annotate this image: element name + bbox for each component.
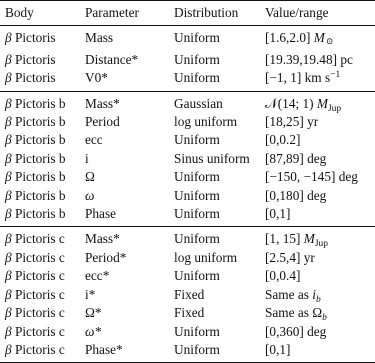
body-symbol: β	[5, 169, 12, 185]
value-text: [−1, 1] km s	[265, 70, 331, 86]
cell-parameter: Ω	[85, 169, 95, 185]
cell-value-range	[265, 249, 375, 267]
cell-parameter: i*	[85, 286, 96, 302]
cell-parameter: ecc*	[85, 268, 110, 284]
cell-body	[0, 249, 85, 267]
cell-distribution: Uniform	[174, 227, 265, 249]
body-symbol: β	[5, 323, 12, 339]
body-symbol: β	[5, 341, 12, 357]
body-symbol: β	[5, 305, 12, 321]
cell-distribution: Uniform	[174, 169, 220, 185]
body-symbol: β	[5, 132, 12, 148]
cell-value-range	[265, 113, 375, 131]
cell-body	[0, 205, 85, 227]
value-text: 𝒩(14; 1)	[265, 95, 317, 111]
header-distribution: Distribution	[174, 1, 265, 26]
cell-body	[0, 267, 85, 285]
cell-value-range	[265, 51, 375, 69]
body-symbol: β	[5, 187, 12, 203]
value-text: [18,25] yr	[265, 114, 319, 130]
body-symbol: β	[5, 114, 12, 130]
cell-body	[0, 187, 85, 205]
cell-distribution: Uniform	[174, 268, 220, 284]
body-name: Pictoris c	[11, 268, 65, 284]
header-body: Body	[0, 1, 85, 26]
header-parameter: Parameter	[85, 1, 174, 26]
cell-distribution: Uniform	[174, 26, 265, 51]
cell-value-range	[265, 187, 375, 205]
cell-value-range	[265, 205, 375, 227]
body-symbol: β	[5, 206, 12, 222]
cell-value-range	[265, 26, 375, 51]
value-subscript: b	[322, 313, 327, 324]
body-name: Pictoris c	[11, 305, 65, 321]
cell-value-range	[265, 91, 375, 113]
cell-distribution: Uniform	[174, 323, 220, 339]
value-superscript: −1	[330, 70, 341, 81]
value-unit: i	[312, 286, 316, 302]
value-text: [19.39,19.48] pc	[265, 51, 353, 67]
cell-parameter: ecc	[85, 132, 103, 148]
cell-distribution: Uniform	[174, 51, 220, 67]
cell-value-range	[265, 286, 375, 304]
body-name: Pictoris b	[11, 206, 66, 222]
cell-parameter: Mass*	[85, 227, 174, 249]
cell-parameter: ω*	[85, 323, 102, 339]
value-text: [1.6,2.0]	[265, 30, 314, 46]
table-header-row	[0, 1, 375, 26]
cell-distribution: Fixed	[174, 286, 205, 302]
cell-parameter: ω	[85, 187, 95, 203]
cell-value-range	[265, 304, 375, 322]
cell-distribution: Uniform	[174, 206, 220, 222]
cell-parameter: Mass	[85, 26, 174, 51]
table-row	[0, 187, 375, 205]
table-row	[0, 304, 375, 322]
body-name: Pictoris b	[11, 169, 66, 185]
value-unit: M	[313, 30, 325, 46]
table-body	[0, 26, 375, 363]
value-text: [−150, −145] deg	[265, 169, 358, 185]
cell-body	[0, 69, 85, 91]
body-symbol: β	[5, 249, 12, 265]
value-text: [0,360] deg	[265, 323, 327, 339]
value-text: [0,180] deg	[265, 187, 327, 203]
cell-body	[0, 131, 85, 149]
value-subscript: Jup	[327, 103, 342, 114]
cell-distribution: log uniform	[174, 114, 238, 130]
cell-distribution: Fixed	[174, 305, 205, 321]
table-row	[0, 286, 375, 304]
cell-body	[0, 113, 85, 131]
cell-value-range	[265, 150, 375, 168]
value-text: [87,89] deg	[265, 150, 327, 166]
value-text: [0,1]	[265, 206, 291, 222]
cell-parameter: i	[85, 150, 89, 166]
cell-value-range	[265, 69, 375, 91]
table-row	[0, 51, 375, 69]
cell-distribution: Sinus uniform	[174, 150, 250, 166]
body-symbol: β	[5, 286, 12, 302]
header-value-range: Value/range	[265, 1, 375, 26]
body-symbol: β	[5, 150, 12, 166]
cell-body	[0, 150, 85, 168]
cell-distribution: Uniform	[174, 341, 265, 363]
value-text: [2.5,4] yr	[265, 249, 315, 265]
table-row	[0, 205, 375, 227]
cell-parameter: Distance*	[85, 51, 139, 67]
cell-parameter: Phase*	[85, 341, 174, 363]
cell-parameter: Period*	[85, 249, 127, 265]
cell-value-range	[265, 227, 375, 249]
cell-value-range	[265, 168, 375, 186]
cell-body	[0, 227, 85, 249]
cell-distribution: Uniform	[174, 187, 220, 203]
table-row	[0, 168, 375, 186]
body-name: Pictoris b	[11, 114, 66, 130]
value-subscript: ⊙	[325, 36, 334, 47]
cell-parameter: Period	[85, 114, 120, 130]
body-symbol: β	[5, 95, 12, 111]
value-text: [0,1]	[265, 341, 291, 357]
body-name: Pictoris	[11, 51, 56, 67]
table-row	[0, 26, 375, 51]
table-row	[0, 341, 375, 363]
cell-value-range	[265, 131, 375, 149]
body-symbol: β	[5, 268, 12, 284]
value-unit: M	[303, 231, 315, 247]
cell-body	[0, 341, 85, 363]
value-text: [0,0.2]	[265, 132, 301, 148]
value-unit: M	[316, 95, 328, 111]
value-text: [0,0.4]	[265, 268, 301, 284]
body-symbol: β	[5, 30, 12, 46]
body-name: Pictoris	[11, 30, 56, 46]
body-name: Pictoris c	[11, 323, 65, 339]
body-symbol: β	[5, 231, 12, 247]
table-row	[0, 91, 375, 113]
cell-body	[0, 286, 85, 304]
body-symbol: β	[5, 51, 12, 67]
table-row	[0, 267, 375, 285]
body-name: Pictoris b	[11, 150, 66, 166]
cell-parameter: V0*	[85, 70, 108, 86]
cell-parameter: Mass*	[85, 91, 174, 113]
body-name: Pictoris c	[11, 231, 65, 247]
table-row	[0, 150, 375, 168]
cell-body	[0, 91, 85, 113]
cell-value-range	[265, 267, 375, 285]
cell-parameter: Ω*	[85, 305, 102, 321]
table-row	[0, 249, 375, 267]
cell-distribution: log uniform	[174, 249, 238, 265]
value-subscript: b	[315, 294, 321, 305]
cell-body	[0, 304, 85, 322]
cell-body	[0, 26, 85, 51]
value-text: Same as	[265, 286, 313, 302]
body-name: Pictoris b	[11, 132, 66, 148]
cell-body	[0, 51, 85, 69]
table-row	[0, 131, 375, 149]
cell-parameter: Phase	[85, 206, 117, 222]
body-name: Pictoris	[11, 70, 56, 86]
cell-body	[0, 168, 85, 186]
body-symbol: β	[5, 70, 12, 86]
table-row	[0, 113, 375, 131]
table-row	[0, 227, 375, 249]
body-name: Pictoris c	[11, 249, 65, 265]
value-text: Same as Ω	[265, 305, 323, 321]
cell-distribution: Uniform	[174, 70, 220, 86]
body-name: Pictoris b	[11, 95, 66, 111]
value-subscript: Jup	[314, 239, 329, 250]
table-row	[0, 69, 375, 91]
cell-distribution: Gaussian	[174, 91, 265, 113]
body-name: Pictoris b	[11, 187, 66, 203]
value-text: [1, 15]	[265, 231, 304, 247]
body-name: Pictoris c	[11, 286, 65, 302]
body-name: Pictoris c	[11, 341, 65, 357]
cell-value-range	[265, 341, 375, 363]
cell-distribution: Uniform	[174, 132, 220, 148]
